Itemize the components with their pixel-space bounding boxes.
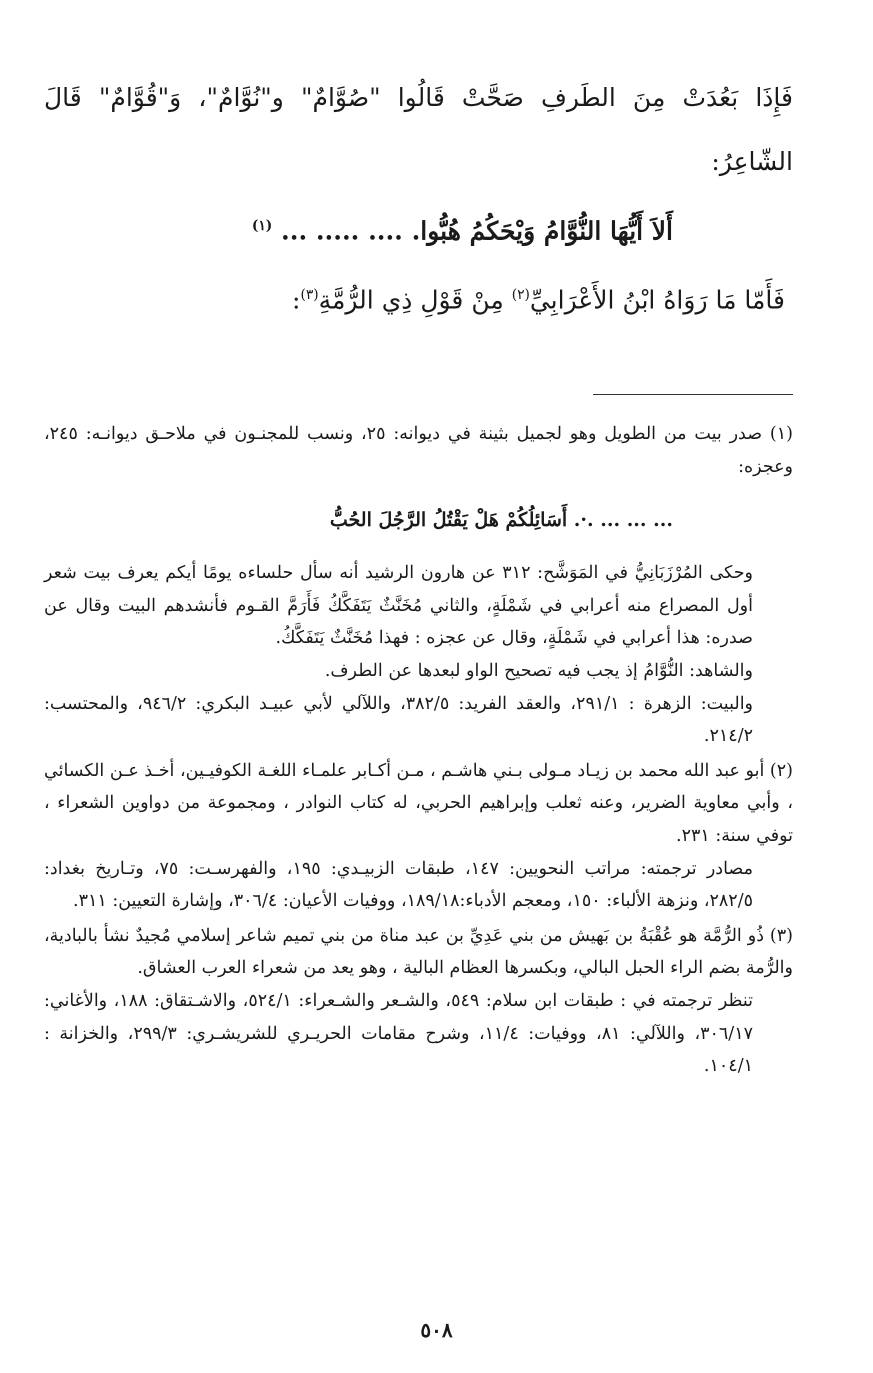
- footnote-1-verse: ... ... ... .·. أَسَائِلُكُمْ هَلْ يَقْتُلُ الرَّجُلَ الحُبُّ: [329, 509, 673, 532]
- main-text: [44, 66, 793, 333]
- footnote-1-intro: (١) صدر بيت من الطويل وهو لجميل بثينة في ديوانه: ٢٥، ونسب للمجنـون في ملاحـق ديوانـه: ٢٤٥، وعجزه:: [44, 424, 793, 477]
- main-paragraph-1: فَإِذَا بَعُدَتْ مِنَ الطَرفِ صَحَّتْ قَالُوا "صُوَّامٌ" و"نُوَّامٌ"، وَ"قُوَّامٌ" قَالَ الشّاعِرُ:: [44, 83, 793, 176]
- page-number: ٥٠٨: [420, 1318, 453, 1342]
- footnote-1-anecdote: وحكى المُرْزَبَانِيُّ في المَوَشَّح: ٣١٢ عن هارون الرشيد أنه سأل حلساءه يومًا أيكم يعرف بيت شعر أول المصراع منه أعرابي في شَمْلَةٍ، والثاني مُخَنَّثٌ يَتَفَكَّكُ فَأَرَمَّ القـوم فأنشدهم البيت وقال عن صدره: هذا أعرابي في شَمْلَةٍ، وقال عن عجزه : فهذا مُخَنَّثٌ يَتَفَكَّكُ.: [44, 563, 753, 649]
- footnote-ref-1: (١): [251, 218, 273, 234]
- main-paragraph-2: [44, 263, 793, 332]
- paragraph-2-colon: :: [292, 285, 301, 315]
- footnote-3-bio: (٣) ذُو الرُّمَّة هو عُقْبَةُ بن بَهيش من بني عَدِيِّ بن عبد مناة من بني تميم شاعر إسلامي مُجيدٌ نشأ بالبادية، والرُّمة بضم الراء الحبل البالي، وبكسرها العظام البالية ، وهو يعد من شعراء العرب العشاق.: [44, 925, 793, 979]
- paragraph-2-part-2: مِنْ قَوْلِ ذِي الرُّمَّةِ: [318, 285, 504, 315]
- footnote-1-sources: والبيت: الزهرة : ٢٩١/١، والعقد الفريد: ٣٨٢/٥، واللآلي لأبي عبيـد البكري: ٩٤٦/٢، والمحتسب: ٢١٤/٢.: [44, 693, 754, 747]
- poem-verse: [44, 194, 793, 263]
- footnote-ref-3: (٣): [300, 287, 319, 304]
- footnote-separator: [593, 394, 793, 395]
- footnote-1-witness: والشاهد: النُّوَّامُ إذ يجب فيه تصحيح الواو لبعدها عن الطرف.: [324, 660, 753, 681]
- footnote-3-sources: تنظر ترجمته في : طبقات ابن سلام: ٥٤٩، والشـعر والشـعراء: ٥٢٤/١، والاشـتقاق: ١٨٨، والأغاني: ٣٠٦/١٧، واللآلي: ٨١، ووفيات: ١١/٤، وشرح مقامات الحريـري للشريشـري: ٢٩٩/٣، والخزانة : ١٠٤/١.: [44, 990, 753, 1077]
- footnote-ref-2: (٢): [511, 287, 530, 304]
- footnotes: [44, 418, 793, 1085]
- verse-text: أَلاَ أَيُّهَا النُّوَّامُ وَيْحَكُمُ هُبُّوا. .... ..... ...: [281, 216, 673, 246]
- footnote-2-sources: مصادر ترجمته: مراتب النحويين: ١٤٧، طبقات الزبيـدي: ١٩٥، والفهرسـت: ٧٥، وتـاريخ بغداد: ٢٨٢/٥، ونزهة الألباء: ١٥٠، ومعجم الأدباء:١٨٩/١٨، ووفيات الأعيان: ٣٠٦/٤، وإشارة التعيين: ٣١١.: [44, 858, 753, 912]
- footnote-2-bio: (٢) أبو عبد الله محمد بن زيـاد مـولى بـني هاشـم ، مـن أكـابر علمـاء اللغـة الكوفيـين، أخـذ عـن الكسائي ، وأبي معاوية الضرير، وعنه ثعلب وإبراهيم الحربي، له كتاب النوادر ، ومجموعة من دواوين الشعراء ، توفي سنة: ٢٣١.: [44, 760, 793, 846]
- footnote-1: [44, 418, 793, 753]
- footnote-2: [44, 755, 793, 918]
- footnote-3: [44, 920, 793, 1083]
- paragraph-2-part-1: فَأَمّا مَا رَوَاهُ ابْنُ الأَعْرَابِيِّ: [529, 285, 785, 315]
